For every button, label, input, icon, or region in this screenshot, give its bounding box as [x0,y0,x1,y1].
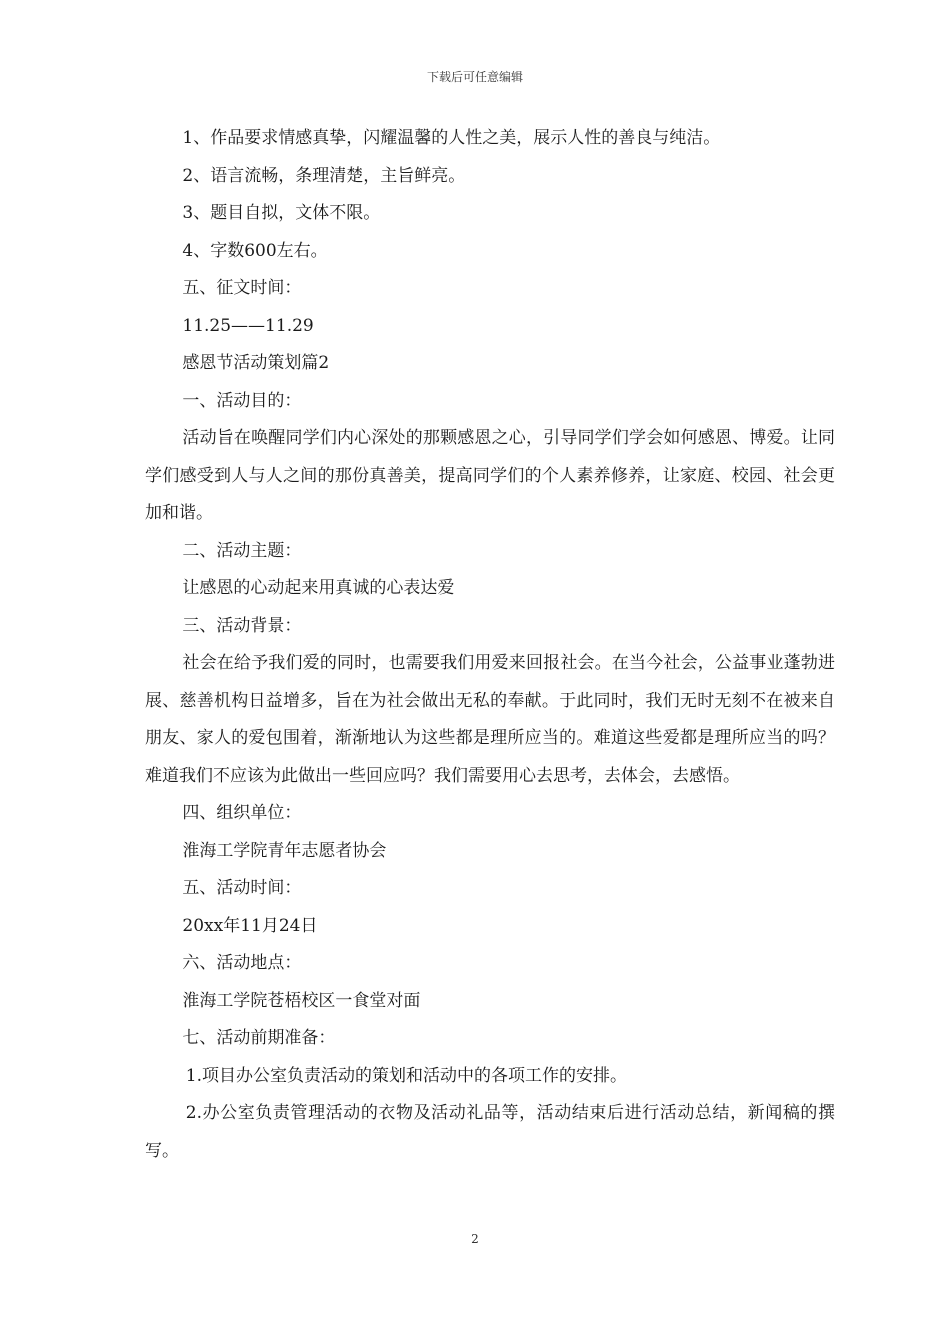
paragraph-theme: 让感恩的心动起来用真诚的心表达爱 [182,578,455,598]
page-number: 2 [471,1232,479,1246]
section-heading-preparation: 七、活动前期准备： [182,1028,336,1048]
page-header: 下载后可任意编辑 [426,70,523,84]
document-body [145,120,835,1170]
section-heading-location: 六、活动地点： [182,953,302,973]
section-heading-essay-time: 五、征文时间： [182,278,302,298]
paragraph-activity-time: 20xx年11月24日 [182,915,318,936]
section-heading-organizer: 四、组织单位： [182,803,302,823]
paragraph-requirement-2: 2、语言流畅，条理清楚，主旨鲜亮。 [182,165,466,186]
paragraph-location: 淮海工学院苍梧校区一食堂对面 [182,990,421,1011]
article-title: 感恩节活动策划篇2 [182,353,330,373]
paragraph-organizer: 淮海工学院青年志愿者协会 [182,840,387,861]
paragraph-requirement-3: 3、题目自拟，文体不限。 [182,203,381,223]
section-heading-purpose: 一、活动目的： [182,390,302,411]
section-heading-theme: 二、活动主题： [182,540,302,561]
section-heading-background: 三、活动背景： [182,615,302,636]
paragraph-essay-time: 11.25——11.29 [182,315,314,336]
paragraph-preparation-2: 2.办公室负责管理活动的衣物及活动礼品等，活动结束后进行活动总结，新闻稿的撰写。 [145,1103,835,1161]
paragraph-requirement-4: 4、字数600左右。 [182,240,328,261]
paragraph-background: 社会在给予我们爱的同时，也需要我们用爱来回报社会。在当今社会，公益事业蓬勃进展、慈善机构日益增多，旨在为社会做出无私的奉献。于此同时，我们无时无刻不在被来自朋友、家人的爱包围着，渐渐地认为这些都是理所应当的。难道这些爱都是理所应当的吗？难道我们不应该为此做出一些回应吗？我们需要用心去思考，去体会，去感悟。 [145,653,835,786]
paragraph-preparation-1: 1.项目办公室负责活动的策划和活动中的各项工作的安排。 [185,1065,628,1086]
paragraph-requirement-1: 1、作品要求情感真挚，闪耀温馨的人性之美，展示人性的善良与纯洁。 [182,128,721,148]
section-heading-activity-time: 五、活动时间： [182,878,302,898]
paragraph-purpose: 活动旨在唤醒同学们内心深处的那颗感恩之心，引导同学们学会如何感恩、博爱。让同学们感受到人与人之间的那份真善美，提高同学们的个人素养修养，让家庭、校园、社会更加和谐。 [145,428,835,523]
